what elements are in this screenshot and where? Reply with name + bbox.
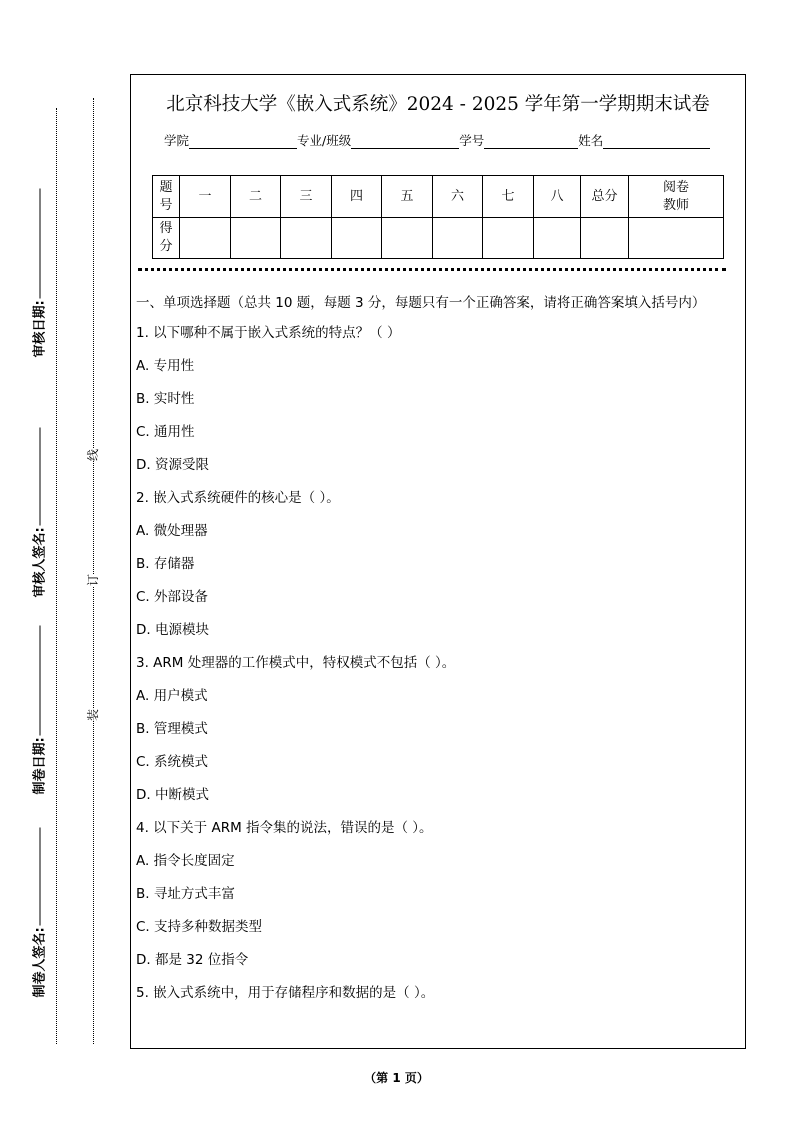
review-date-blank bbox=[40, 188, 41, 298]
score-cell[interactable] bbox=[332, 218, 382, 259]
review-date-label bbox=[29, 168, 48, 358]
answer-option: B. 存储器 bbox=[136, 556, 195, 572]
col-header-5: 五 bbox=[382, 176, 433, 218]
question-stem: 3. ARM 处理器的工作模式中，特权模式不包括（ ）。 bbox=[136, 655, 456, 671]
question-stem: 2. 嵌入式系统硬件的核心是（ ）。 bbox=[136, 490, 340, 506]
answer-option: A. 微处理器 bbox=[136, 523, 208, 539]
major-class-field[interactable] bbox=[351, 135, 459, 149]
reviewer-signature-text: 审核人签名: bbox=[32, 527, 48, 598]
student-info-row bbox=[164, 131, 710, 149]
name-field[interactable] bbox=[603, 135, 710, 149]
score-table-score-row bbox=[153, 218, 724, 259]
page-number: （第 1 页） bbox=[364, 1071, 429, 1085]
reviewer-signature-label bbox=[29, 408, 48, 598]
making-date-label bbox=[29, 605, 48, 795]
reviewer-signature-blank bbox=[40, 427, 41, 525]
col-header-8: 八 bbox=[534, 176, 581, 218]
score-cell[interactable] bbox=[382, 218, 433, 259]
score-cell-total[interactable] bbox=[581, 218, 629, 259]
question-number-header: 题 号 bbox=[153, 176, 180, 218]
answer-option: A. 指令长度固定 bbox=[136, 853, 235, 869]
score-cell[interactable] bbox=[483, 218, 534, 259]
score-row-header: 得 分 bbox=[153, 218, 180, 259]
col-header-6: 六 bbox=[433, 176, 483, 218]
maker-signature-label bbox=[29, 808, 48, 998]
bind-order-char: 订 bbox=[86, 573, 101, 587]
score-cell[interactable] bbox=[231, 218, 281, 259]
col-header-7: 七 bbox=[483, 176, 534, 218]
making-date-text: 制卷日期: bbox=[32, 737, 48, 795]
review-date-text: 审核日期: bbox=[32, 300, 48, 358]
score-cell[interactable] bbox=[281, 218, 332, 259]
question-lines bbox=[136, 323, 739, 1016]
col-header-4: 四 bbox=[332, 176, 382, 218]
margin-dotted-line-left bbox=[56, 108, 57, 1044]
bind-line-char: 线 bbox=[86, 448, 101, 462]
name-label: 姓名 bbox=[578, 133, 604, 148]
col-header-1: 一 bbox=[180, 176, 231, 218]
col-header-3: 三 bbox=[281, 176, 332, 218]
answer-option: B. 寻址方式丰富 bbox=[136, 886, 235, 902]
score-cell[interactable] bbox=[534, 218, 581, 259]
question-stem: 4. 以下关于 ARM 指令集的说法，错误的是（ ）。 bbox=[136, 820, 433, 836]
reviewer-header: 阅卷 教师 bbox=[629, 176, 724, 218]
margin-dotted-line-right bbox=[93, 98, 94, 1044]
answer-option: A. 用户模式 bbox=[136, 688, 208, 704]
score-table-header-row bbox=[153, 176, 724, 218]
question-stem: 1. 以下哪种不属于嵌入式系统的特点？（ ） bbox=[136, 325, 401, 341]
score-cell[interactable] bbox=[180, 218, 231, 259]
col-header-2: 二 bbox=[231, 176, 281, 218]
maker-signature-text: 制卷人签名: bbox=[32, 927, 48, 998]
col-header-total: 总分 bbox=[581, 176, 629, 218]
score-table bbox=[152, 175, 724, 259]
answer-option: C. 系统模式 bbox=[136, 754, 209, 770]
answer-option: C. 外部设备 bbox=[136, 589, 209, 605]
section-1-heading: 一、单项选择题（总共 10 题，每题 3 分，每题只有一个正确答案，请将正确答案填入括号内） bbox=[136, 295, 706, 311]
maker-signature-blank bbox=[40, 827, 41, 925]
answer-option: D. 电源模块 bbox=[136, 622, 209, 638]
answer-option: C. 通用性 bbox=[136, 424, 195, 440]
making-date-blank bbox=[40, 625, 41, 735]
answer-option: B. 实时性 bbox=[136, 391, 195, 407]
major-class-label: 专业/班级 bbox=[297, 133, 352, 148]
dotted-separator bbox=[138, 268, 726, 271]
bind-fold-char: 装 bbox=[86, 708, 101, 722]
answer-option: D. 都是 32 位指令 bbox=[136, 952, 249, 968]
question-stem: 5. 嵌入式系统中，用于存储程序和数据的是（ ）。 bbox=[136, 985, 435, 1001]
answer-option: D. 中断模式 bbox=[136, 787, 209, 803]
exam-frame bbox=[130, 74, 746, 1049]
answer-option: B. 管理模式 bbox=[136, 721, 208, 737]
answer-option: A. 专用性 bbox=[136, 358, 195, 374]
answer-option: C. 支持多种数据类型 bbox=[136, 919, 263, 935]
student-id-label: 学号 bbox=[459, 133, 485, 148]
college-field[interactable] bbox=[189, 135, 297, 149]
questions-content bbox=[136, 293, 739, 1016]
exam-title: 北京科技大学《嵌入式系统》2024 - 2025 学年第一学期期末试卷 bbox=[166, 94, 710, 115]
student-id-field[interactable] bbox=[484, 135, 578, 149]
college-label: 学院 bbox=[164, 133, 190, 148]
answer-option: D. 资源受限 bbox=[136, 457, 209, 473]
score-cell-reviewer[interactable] bbox=[629, 218, 724, 259]
score-cell[interactable] bbox=[433, 218, 483, 259]
